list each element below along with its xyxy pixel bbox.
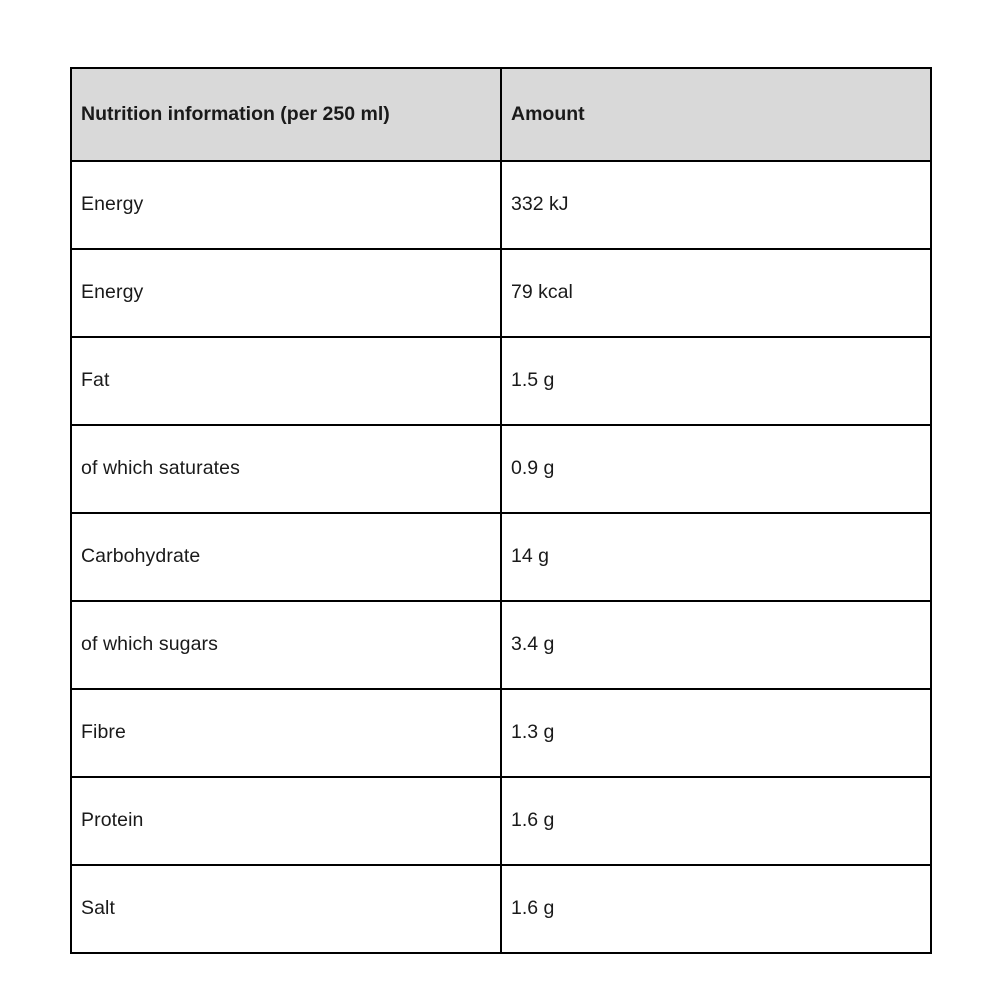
row-amount: 1.6 g bbox=[501, 777, 931, 865]
row-label: Fibre bbox=[71, 689, 501, 777]
row-label: Energy bbox=[71, 249, 501, 337]
nutrition-table-container bbox=[70, 67, 930, 954]
table-row bbox=[71, 777, 931, 865]
row-label: Salt bbox=[71, 865, 501, 953]
row-label: Energy bbox=[71, 161, 501, 249]
row-label: Protein bbox=[71, 777, 501, 865]
table-header-row bbox=[71, 68, 931, 161]
column-header-nutrition-information: Nutrition information (per 250 ml) bbox=[71, 68, 501, 161]
row-amount: 1.3 g bbox=[501, 689, 931, 777]
table-row bbox=[71, 337, 931, 425]
table-row bbox=[71, 249, 931, 337]
row-amount: 79 kcal bbox=[501, 249, 931, 337]
table-row bbox=[71, 425, 931, 513]
row-amount: 3.4 g bbox=[501, 601, 931, 689]
table-row bbox=[71, 513, 931, 601]
row-label: Fat bbox=[71, 337, 501, 425]
table-body bbox=[71, 161, 931, 953]
column-header-amount: Amount bbox=[501, 68, 931, 161]
row-label: of which sugars bbox=[71, 601, 501, 689]
row-amount: 332 kJ bbox=[501, 161, 931, 249]
row-label: Carbohydrate bbox=[71, 513, 501, 601]
row-amount: 0.9 g bbox=[501, 425, 931, 513]
row-amount: 1.6 g bbox=[501, 865, 931, 953]
table-header bbox=[71, 68, 931, 161]
nutrition-information-table bbox=[70, 67, 932, 954]
table-row bbox=[71, 601, 931, 689]
table-row bbox=[71, 865, 931, 953]
table-row bbox=[71, 689, 931, 777]
table-row bbox=[71, 161, 931, 249]
row-amount: 1.5 g bbox=[501, 337, 931, 425]
row-label: of which saturates bbox=[71, 425, 501, 513]
row-amount: 14 g bbox=[501, 513, 931, 601]
